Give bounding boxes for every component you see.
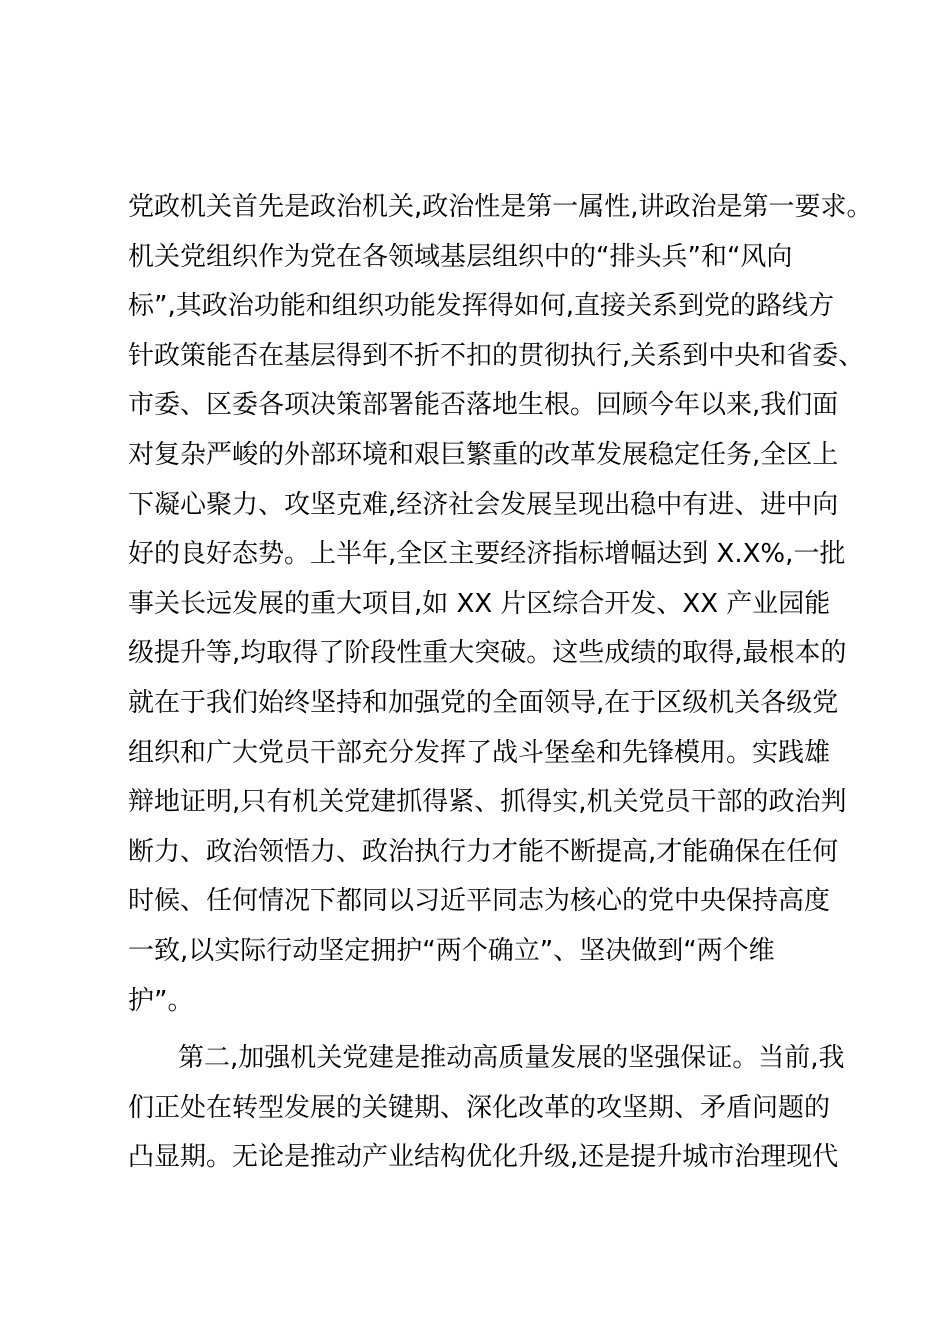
text-line: 市委、区委各项决策部署能否落地生根。回顾今年以来,我们面 <box>128 390 839 421</box>
text-line: 级提升等,均取得了阶段性重大突破。这些成绩的取得,最根本的 <box>128 638 847 669</box>
text-line: 标”,其政治功能和组织功能发挥得如何,直接关系到党的路线方 <box>128 291 834 322</box>
paragraph-2 <box>128 1034 848 1183</box>
text-line: 第二,加强机关党建是推动高质量发展的坚强保证。当前,我 <box>178 1043 845 1074</box>
text-line: 事关长远发展的重大项目,如 XX 片区综合开发、XX 产业园能 <box>128 588 831 619</box>
text-line: 机关党组织作为党在各领域基层组织中的“排头兵”和“风向 <box>128 241 793 272</box>
text-line: 下凝心聚力、攻坚克难,经济社会发展呈现出稳中有进、进中向 <box>128 489 839 520</box>
text-line: 辩地证明,只有机关党建抓得紧、抓得实,机关党员干部的政治判 <box>128 787 847 818</box>
body-text <box>128 183 873 1183</box>
text-line: 一致,以实际行动坚定拥护“两个确立”、坚决做到“两个维 <box>128 935 775 966</box>
paragraph-spacer <box>128 1026 848 1034</box>
text-line: 护”。 <box>128 985 194 1016</box>
text-line: 们正处在转型发展的关键期、深化改革的攻坚期、矛盾问题的 <box>128 1092 831 1123</box>
text-line: 就在于我们始终坚持和加强党的全面领导,在于区级机关各级党 <box>128 687 839 718</box>
text-line: 组织和广大党员干部充分发挥了战斗堡垒和先锋模用。实践雄 <box>128 737 831 768</box>
text-line: 针政策能否在基层得到不折不扣的贯彻执行,关系到中央和省委、 <box>128 340 865 371</box>
text-line: 对复杂严峻的外部环境和艰巨繁重的改革发展稳定任务,全区上 <box>128 439 839 470</box>
text-line: 断力、政治领悟力、政治执行力才能不断提高,才能确保在任何 <box>128 836 839 867</box>
text-line: 时候、任何情况下都同以习近平同志为核心的党中央保持高度 <box>128 886 831 917</box>
text-line: 党政机关首先是政治机关,政治性是第一属性,讲政治是第一要求。 <box>128 192 873 222</box>
text-line: 好的良好态势。上半年,全区主要经济指标增幅达到 X.X%,一批 <box>128 539 846 570</box>
text-line: 凸显期。无论是推动产业结构优化升级,还是提升城市治理现代 <box>128 1142 839 1173</box>
paragraph-1 <box>128 183 873 1026</box>
